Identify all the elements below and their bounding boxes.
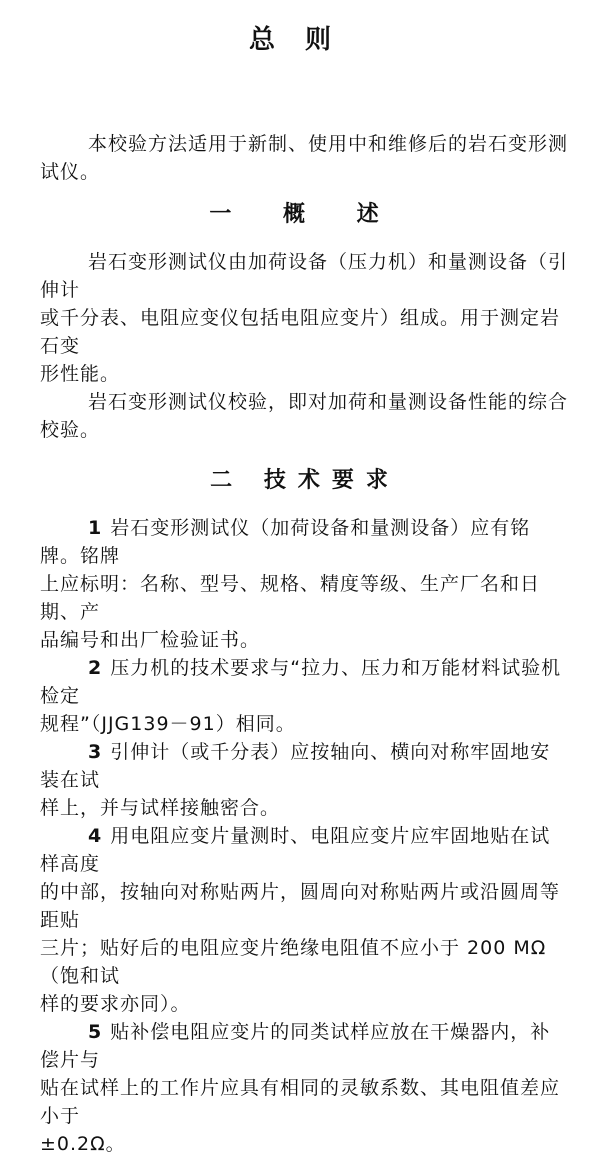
item-text: 上应标明：名称、型号、规格、精度等级、生产厂名和日期、产 [40, 573, 541, 623]
item-number: 5 [88, 1021, 103, 1043]
text-line [40, 738, 570, 794]
item-text: 品编号和出厂检验证书。 [40, 629, 261, 651]
text-line [40, 710, 570, 738]
item-number: 3 [88, 741, 103, 763]
text-line [40, 626, 570, 654]
item-text: 岩石变形测试仪（加荷设备和量测设备）应有铭牌。铭牌 [40, 517, 531, 567]
item-number: 2 [88, 657, 103, 679]
item-text: 贴在试样上的工作片应具有相同的灵敏系数、其电阻值差应小于 [40, 1077, 561, 1127]
text-line [40, 990, 570, 1018]
text-line [40, 934, 570, 990]
item-text: 贴补偿电阻应变片的同类试样应放在干燥器内，补偿片与 [40, 1021, 551, 1071]
text-line: 岩石变形测试仪校验，即对加荷和量测设备性能的综合校验。 [40, 391, 569, 441]
text-line [40, 878, 570, 934]
text-line [40, 654, 570, 710]
text-line [40, 514, 570, 570]
item-number: 1 [88, 517, 103, 539]
section-heading-requirements: 二 技术要求 [210, 468, 400, 493]
item-text: 样上，并与试样接触密合。 [40, 797, 281, 819]
page-title: 总则 [248, 25, 361, 55]
text-line [40, 1130, 570, 1158]
item-text: 的中部，按轴向对称贴两片，圆周向对称贴两片或沿圆周等距贴 [40, 881, 561, 931]
item-text: 规程”（JJG139－91）相同。 [40, 713, 296, 735]
text-line: 或千分表、电阻应变仪包括电阻应变片）组成。用于测定岩石变 [40, 307, 561, 357]
item-text: 用电阻应变片量测时、电阻应变片应牢固地贴在试样高度 [40, 825, 551, 875]
requirements-list [40, 514, 570, 1158]
item-text: 样的要求亦同）。 [40, 993, 191, 1015]
item-text: ±0.2Ω。 [40, 1133, 126, 1155]
item-number: 4 [88, 825, 103, 847]
text-line: 形性能。 [40, 363, 121, 385]
item-text: 引伸计（或千分表）应按轴向、横向对称牢固地安装在试 [40, 741, 551, 791]
text-line [40, 1074, 570, 1130]
section-heading-overview: 一 概 述 [209, 202, 401, 227]
item-text: 三片；贴好后的电阻应变片绝缘电阻值不应小于 200 MΩ（饱和试 [40, 937, 547, 987]
text-line [40, 1018, 570, 1074]
text-line: 岩石变形测试仪由加荷设备（压力机）和量测设备（引伸计 [40, 251, 569, 301]
intro-text: 本校验方法适用于新制、使用中和维修后的岩石变形测试仪。 [40, 133, 569, 183]
text-line [40, 570, 570, 626]
text-line [40, 794, 570, 822]
item-text: 压力机的技术要求与“拉力、压力和万能材料试验机检定 [40, 657, 562, 707]
text-line [40, 822, 570, 878]
